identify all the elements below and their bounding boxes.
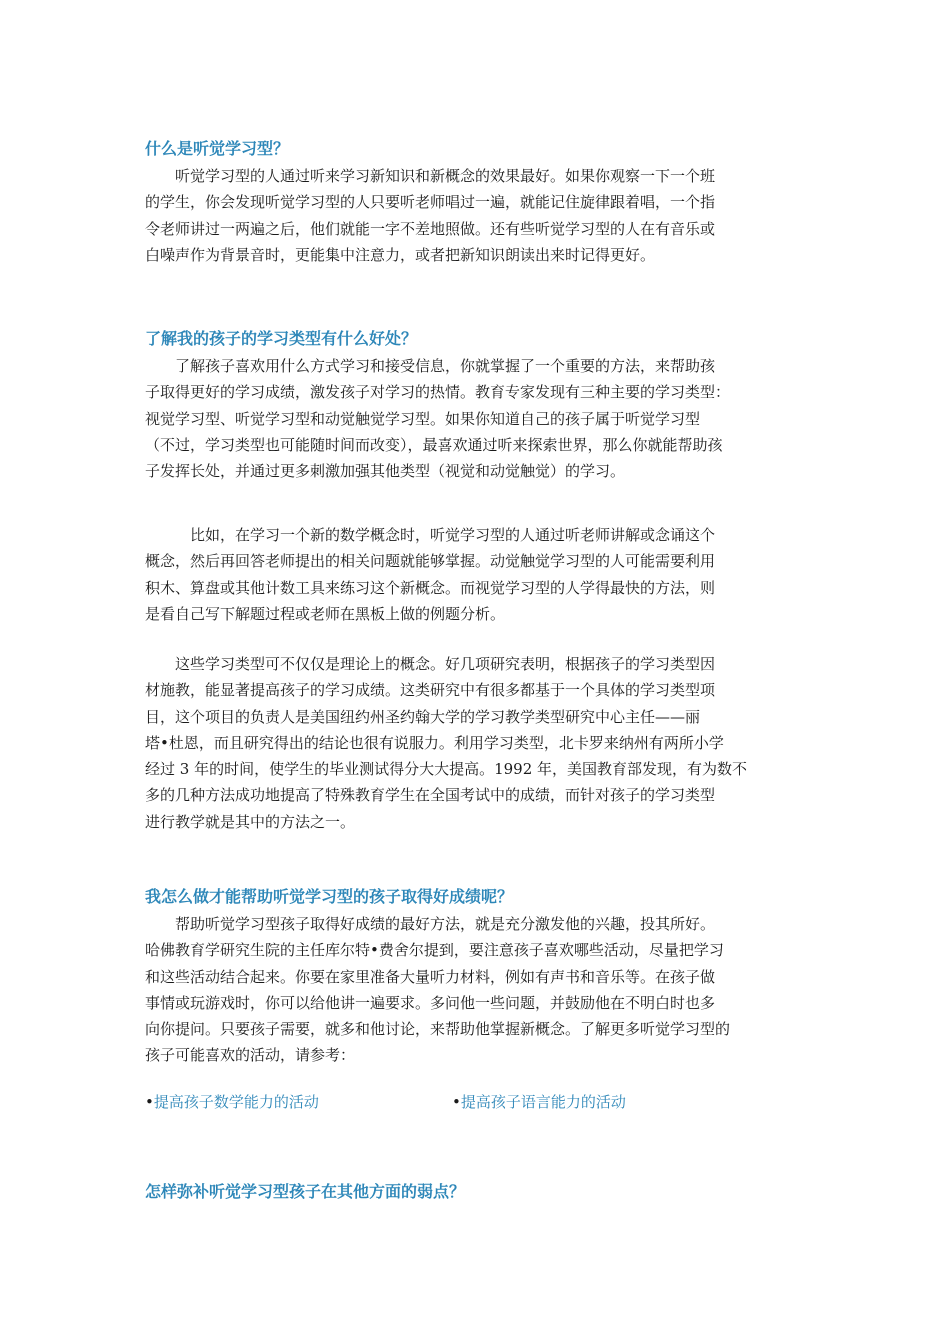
paragraph-benefits-intro: 了解孩子喜欢用什么方式学习和接受信息，你就掌握了一个重要的方法，来帮助孩 子取得更好的学习成绩，激发孩子对学习的热情。教育专家发现有三种主要的学习类型： 视觉学习型、听觉学习型和动觉触觉学习型。如果你知道自己的孩子属于听觉学习型 （不过，学习类型也可能随时间而改变），最喜欢通过听来探索世界，那么你就能帮助孩 子发挥长处，并通过更多刺激加强其他类型（视觉和动觉触觉）的学习。 — [145, 357, 731, 481]
link-label: 提高孩子数学能力的活动 — [153, 1093, 319, 1111]
link-language-activities[interactable] — [452, 1090, 626, 1114]
paragraph-research: 这些学习类型可不仅仅是理论上的概念。好几项研究表明，根据孩子的学习类型因 材施教，能显著提高孩子的学习成绩。这类研究中有很多都基于一个具体的学习类型项 目，这个项目的负责人是美国纽约州圣约翰大学的学习教学类型研究中心主任——丽 塔•杜恩，而且研究得出的结论也很有说服力。利用学习类型，北卡罗来纳州有两所小学 经过 3 年的时间，使学生的毕业测试得分大大提高。1992 年，美国教育部发现，有为数不 多的几种方法成功地提高了特殊教育学生在全国考试中的成绩，而针对孩子的学习类型 进行教学就是其中的方法之一。 — [145, 655, 748, 831]
section-heading-what-is-auditory: 什么是听觉学习型？ — [145, 139, 290, 158]
section-heading-weaknesses: 怎样弥补听觉学习型孩子在其他方面的弱点？ — [145, 1182, 466, 1201]
link-label: 提高孩子语言能力的活动 — [460, 1093, 626, 1111]
paragraph-math-example: 比如，在学习一个新的数学概念时，听觉学习型的人通过听老师讲解或念诵这个 概念，然后再回答老师提出的相关问题就能够掌握。动觉触觉学习型的人可能需要利用 积木、算盘或其他计数工具来练习这个新概念。而视觉学习型的人学得最快的方法，则 是看自己写下解题过程或老师在黑板上做的例题分析。 — [145, 526, 716, 623]
paragraph-how-to-help: 帮助听觉学习型孩子取得好成绩的最好方法，就是充分激发他的兴趣，投其所好。 哈佛教育学研究生院的主任库尔特•费舍尔提到，要注意孩子喜欢哪些活动，尽量把学习 和这些活动结合起来。你要在家里准备大量听力材料，例如有声书和音乐等。在孩子做 事情或玩游戏时，你可以给他讲一遍要求。多问他一些问题，并鼓励他在不明白时也多 向你提问。只要孩子需要，就多和他讨论，来帮助他掌握新概念。了解更多听觉学习型的 孩子可能喜欢的活动，请参考： — [145, 915, 731, 1065]
paragraph-auditory-definition: 听觉学习型的人通过听来学习新知识和新概念的效果最好。如果你观察一下一个班 的学生，你会发现听觉学习型的人只要听老师唱过一遍，就能记住旋律跟着唱，一个指 令老师讲过一两遍之后，他们就能一字不差地照做。还有些听觉学习型的人在有音乐或 白噪声作为背景音时，更能集中注意力，或者把新知识朗读出来时记得更好。 — [145, 167, 716, 264]
link-math-activities[interactable] — [145, 1090, 319, 1114]
bullet: • — [452, 1093, 461, 1111]
section-heading-benefits: 了解我的孩子的学习类型有什么好处？ — [145, 329, 418, 348]
bullet: • — [145, 1093, 154, 1111]
section-heading-how-to-help: 我怎么做才能帮助听觉学习型的孩子取得好成绩呢？ — [145, 887, 514, 906]
